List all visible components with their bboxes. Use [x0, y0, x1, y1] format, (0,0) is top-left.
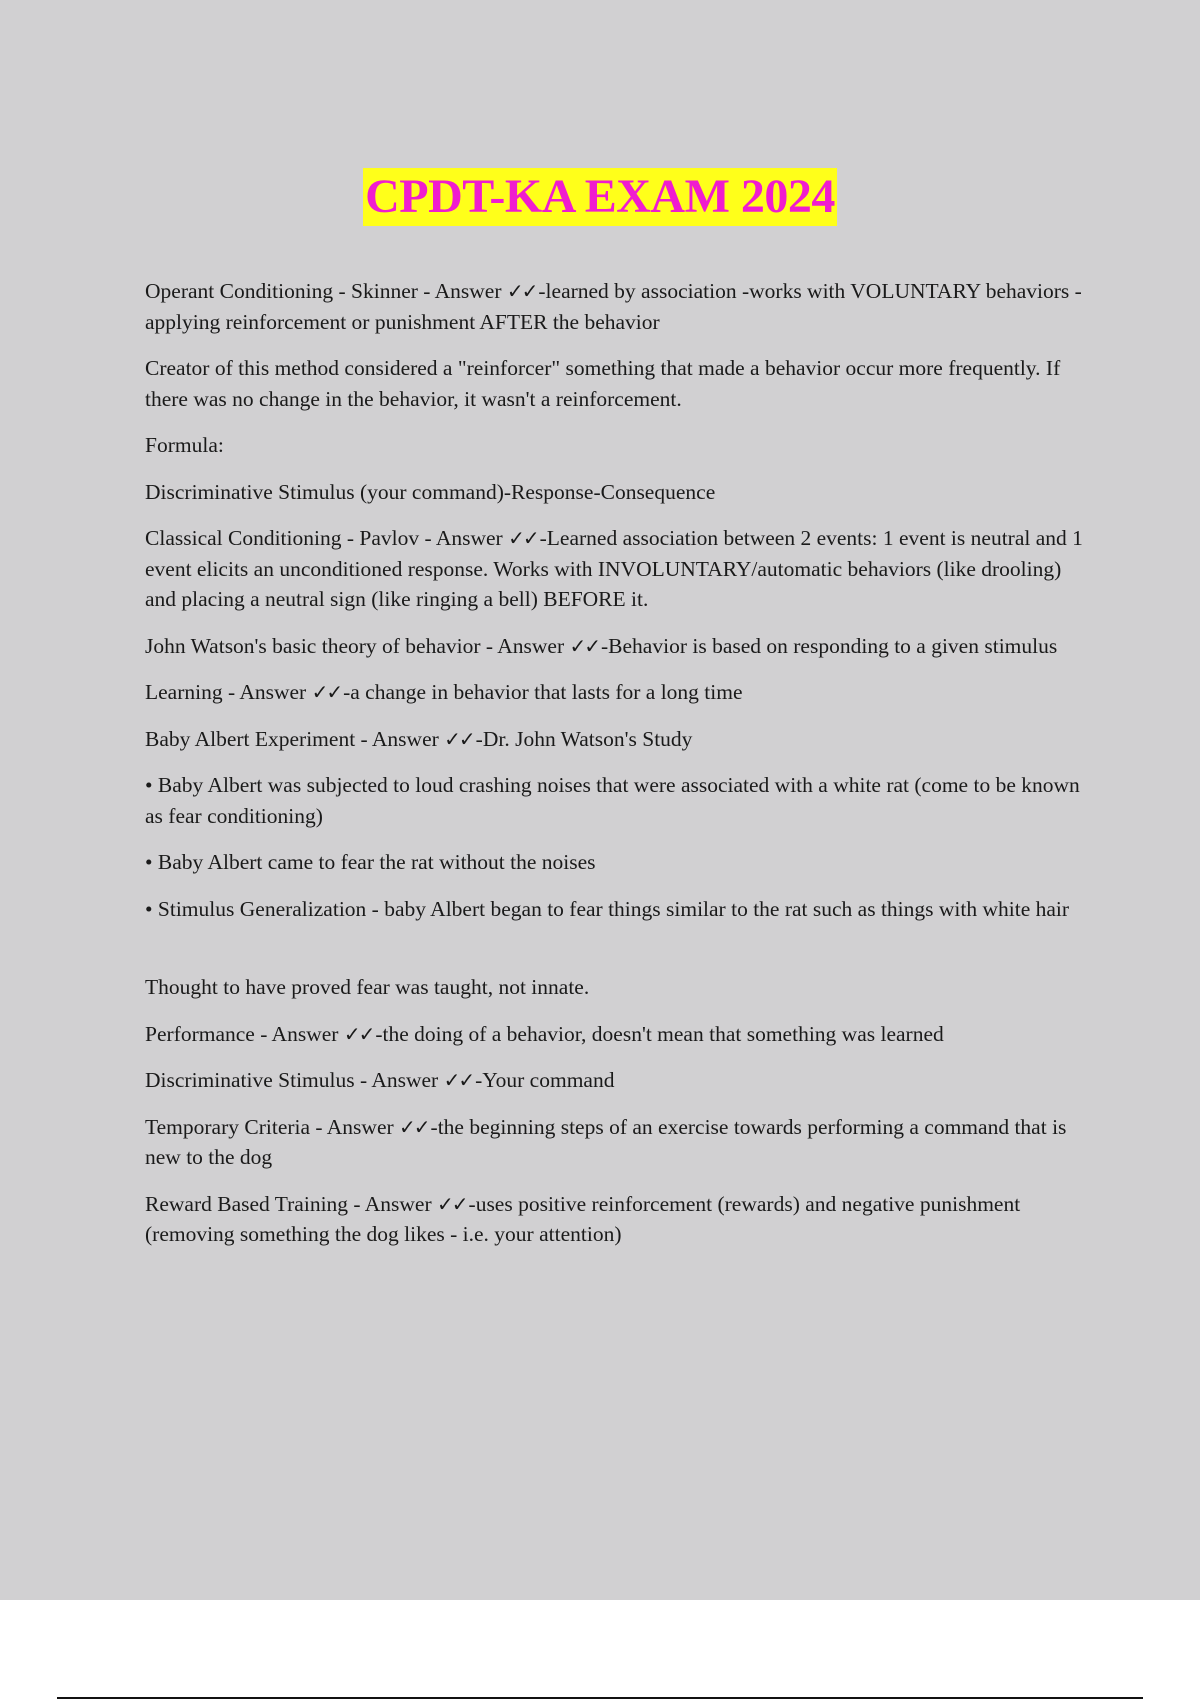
double-check-icon: ✓✓ [311, 680, 342, 704]
entry-question: Learning - Answer [145, 680, 312, 704]
entry-answer: -Your command [475, 1068, 615, 1092]
entry-answer: -uses positive reinforcement (rewards) and negative punishment (removing something the dog likes - i.e. your attention) [145, 1191, 1021, 1246]
entry-answer: -learned by association -works with VOLUNTARY behaviors - applying reinforcement or punishment AFTER the behavior [145, 279, 1082, 334]
double-check-icon: ✓✓ [399, 1114, 429, 1139]
bullet-stimulus-generalization: • Stimulus Generalization - baby Albert began to fear things similar to the rat such as things with white hair [145, 896, 1070, 921]
entry-question: Classical Conditioning - Pavlov - Answer [145, 526, 509, 550]
entry-reward-based-training [145, 1189, 1085, 1250]
paragraph-reinforcer: Creator of this method considered a "reinforcer" something that made a behavior occur more frequently. If there was no change in the behavior, it wasn't a reinforcement. [145, 356, 1061, 411]
entry-discriminative-stimulus [145, 1065, 1085, 1096]
footer-divider [57, 1697, 1143, 1699]
entry-answer: -a change in behavior that lasts for a long time [343, 680, 743, 704]
double-check-icon: ✓✓ [443, 1068, 474, 1092]
entry-question: Temporary Criteria - Answer [145, 1114, 400, 1139]
paragraph-fear-taught: Thought to have proved fear was taught, not innate. [145, 975, 590, 999]
entry-answer: -the beginning steps of an exercise towards performing a command that is new to the dog [145, 1114, 1067, 1169]
double-check-icon: ✓✓ [444, 726, 474, 751]
double-check-icon: ✓✓ [508, 526, 538, 550]
paragraph-formula: Discriminative Stimulus (your command)-Response-Consequence [145, 479, 716, 504]
entry-question: Discriminative Stimulus - Answer [145, 1068, 444, 1092]
entry-classical-conditioning [145, 523, 1085, 615]
entry-answer: -Dr. John Watson's Study [475, 726, 693, 751]
bullet-loud-noises: • Baby Albert was subjected to loud crashing noises that were associated with a white rat (come to be known as fear conditioning) [145, 773, 1080, 828]
bullet-fear-rat: • Baby Albert came to fear the rat without the noises [145, 850, 596, 874]
title-container [0, 168, 1200, 226]
document-content [145, 276, 1085, 1266]
entry-temporary-criteria [145, 1112, 1085, 1173]
entry-john-watson-theory [145, 631, 1085, 662]
entry-operant-conditioning [145, 276, 1085, 337]
entry-learning [145, 677, 1085, 708]
entry-answer: -Learned association between 2 events: 1 event is neutral and 1 event elicits an unconditioned response. Works with INVOLUNTARY/automatic behaviors (like drooling) and placing a neutral sign (like ringing a bell) BEFORE it. [145, 526, 1083, 611]
entry-question: Baby Albert Experiment - Answer [145, 726, 445, 751]
entry-question: Performance - Answer [145, 1021, 344, 1046]
double-check-icon: ✓✓ [343, 1021, 374, 1046]
entry-performance [145, 1019, 1085, 1050]
double-check-icon: ✓✓ [437, 1191, 467, 1216]
entry-baby-albert [145, 724, 1085, 755]
paragraph-formula-label: Formula: [145, 433, 224, 457]
double-check-icon: ✓✓ [569, 633, 600, 658]
entry-question: Reward Based Training - Answer [145, 1191, 438, 1216]
double-check-icon: ✓✓ [506, 279, 537, 303]
entry-question: Operant Conditioning - Skinner - Answer [145, 279, 507, 303]
document-title: CPDT-KA EXAM 2024 [363, 168, 837, 226]
entry-question: John Watson's basic theory of behavior - Answer [145, 633, 570, 658]
entry-answer: -the doing of a behavior, doesn't mean that something was learned [375, 1021, 944, 1046]
entry-answer: -Behavior is based on responding to a given stimulus [601, 633, 1058, 658]
